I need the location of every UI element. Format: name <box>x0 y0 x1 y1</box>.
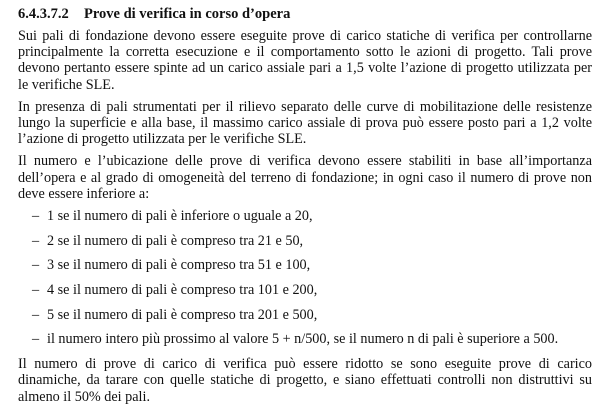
section-number: 6.4.3.7.2 <box>18 6 69 22</box>
list-dash: – <box>32 282 40 299</box>
list-dash: – <box>32 232 40 249</box>
paragraph-instrumented-piles: In presenza di pali strumentati per il rilievo separato delle curve di mobilitazione delle resistenze lungo la superficie e alla base, il massimo carico assiale di prova può essere posto pari a 1,2 volte l’azione di progetto utilizzata per le verifiche SLE. <box>18 98 592 148</box>
list-item: – il numero intero più prossimo al valore 5 + n/500, se il numero n di pali è superiore a 500. <box>32 331 559 348</box>
paragraph-reduction: Il numero di prove di carico di verifica può essere ridotto se sono eseguite prove di carico dinamiche, da tarare con quelle statiche di progetto, e siano effettuati controlli non distruttivi su almeno il 50% dei pali. <box>18 356 592 405</box>
paragraph-number-of-tests: Il numero e l’ubicazione delle prove di verifica devono essere stabiliti in base all’importanza dell’opera e al grado di omogeneità del terreno di fondazione; in ogni caso il numero di prove non deve essere inferiore a: <box>18 153 592 202</box>
paragraph-load-tests: Sui pali di fondazione devono essere eseguite prove di carico statiche di verifica per controllarne principalmente la corretta esecuzione e il comportamento sotto le azioni di progetto. Tali prove devono pertanto essere spinte ad un carico assiale pari a 1,5 volte l’azione di progetto utilizzata per le verifiche SLE. <box>18 28 592 93</box>
list-item: – 4 se il numero di pali è compreso tra 101 e 200, <box>32 282 318 299</box>
list-dash: – <box>32 331 40 348</box>
section-title: Prove di verifica in corso d’opera <box>84 6 291 22</box>
test-count-list <box>18 208 592 347</box>
list-item: – 3 se il numero di pali è compreso tra 51 e 100, <box>32 257 311 274</box>
list-dash: – <box>32 208 40 225</box>
section-heading <box>18 5 592 23</box>
list-item: – 2 se il numero di pali è compreso tra 21 e 50, <box>32 232 304 249</box>
list-item: – 5 se il numero di pali è compreso tra 201 e 500, <box>32 306 318 323</box>
list-dash: – <box>32 257 40 274</box>
list-dash: – <box>32 306 40 323</box>
list-item: – 1 se il numero di pali è inferiore o uguale a 20, <box>32 208 313 225</box>
